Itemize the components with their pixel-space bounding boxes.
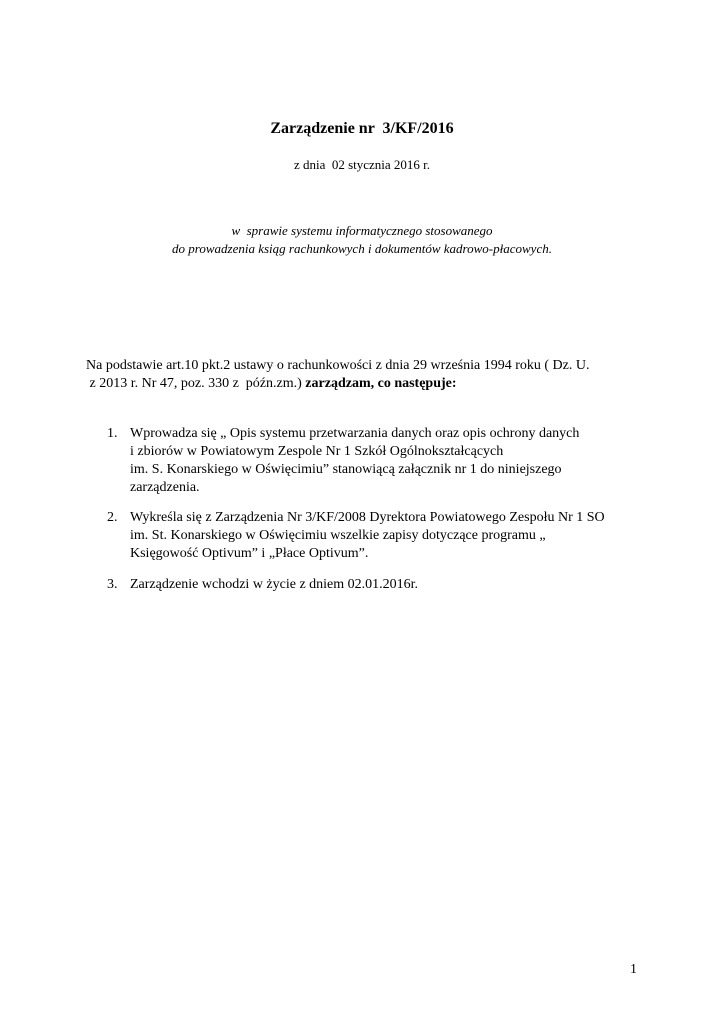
legal-basis-text: z 2013 r. Nr 47, poz. 330 z późn.zm.) — [86, 376, 306, 391]
item-line: zarządzenia. — [130, 480, 200, 495]
item-line: Wykreśla się z Zarządzenia Nr 3/KF/2008 Dyrektora Powiatowego Zespołu Nr 1 SO — [130, 510, 605, 525]
item-line: Księgowość Optivum” i „Płace Optivum”. — [130, 546, 369, 561]
item-text — [130, 425, 670, 497]
item-line: Wprowadza się „ Opis systemu przetwarzania danych oraz opis ochrony danych — [130, 426, 580, 441]
item-line: im. S. Konarskiego w Oświęcimiu” stanowiącą załącznik nr 1 do niniejszego — [130, 462, 562, 477]
item-line: i zbiorów w Powiatowym Zespole Nr 1 Szkół Ogólnokształcących — [130, 444, 504, 459]
legal-basis-line — [86, 375, 646, 393]
subject-line: w sprawie systemu informatycznego stosowanego — [231, 223, 493, 238]
item-text — [130, 576, 670, 594]
document-title: Zarządzenie nr 3/KF/2016 — [270, 120, 454, 137]
item-number: 1. — [107, 426, 118, 441]
item-line: Zarządzenie wchodzi w życie z dniem 02.01.2016r. — [130, 577, 419, 592]
legal-basis-decree: zarządzam, co następuje: — [305, 376, 457, 391]
legal-basis — [86, 357, 646, 393]
subject-line: do prowadzenia ksiąg rachunkowych i dokumentów kadrowo-płacowych. — [172, 241, 552, 256]
item-number: 2. — [107, 510, 118, 525]
legal-basis-line: Na podstawie art.10 pkt.2 ustawy o rachunkowości z dnia 29 września 1994 roku ( Dz. U. — [86, 358, 590, 373]
document-date: z dnia 02 stycznia 2016 r. — [293, 157, 431, 172]
item-text — [130, 509, 670, 563]
item-line: im. St. Konarskiego w Oświęcimiu wszelkie zapisy dotyczące programu „ — [130, 528, 546, 543]
document-subject — [0, 222, 724, 258]
page-number: 1 — [630, 962, 637, 977]
item-number: 3. — [107, 577, 118, 592]
